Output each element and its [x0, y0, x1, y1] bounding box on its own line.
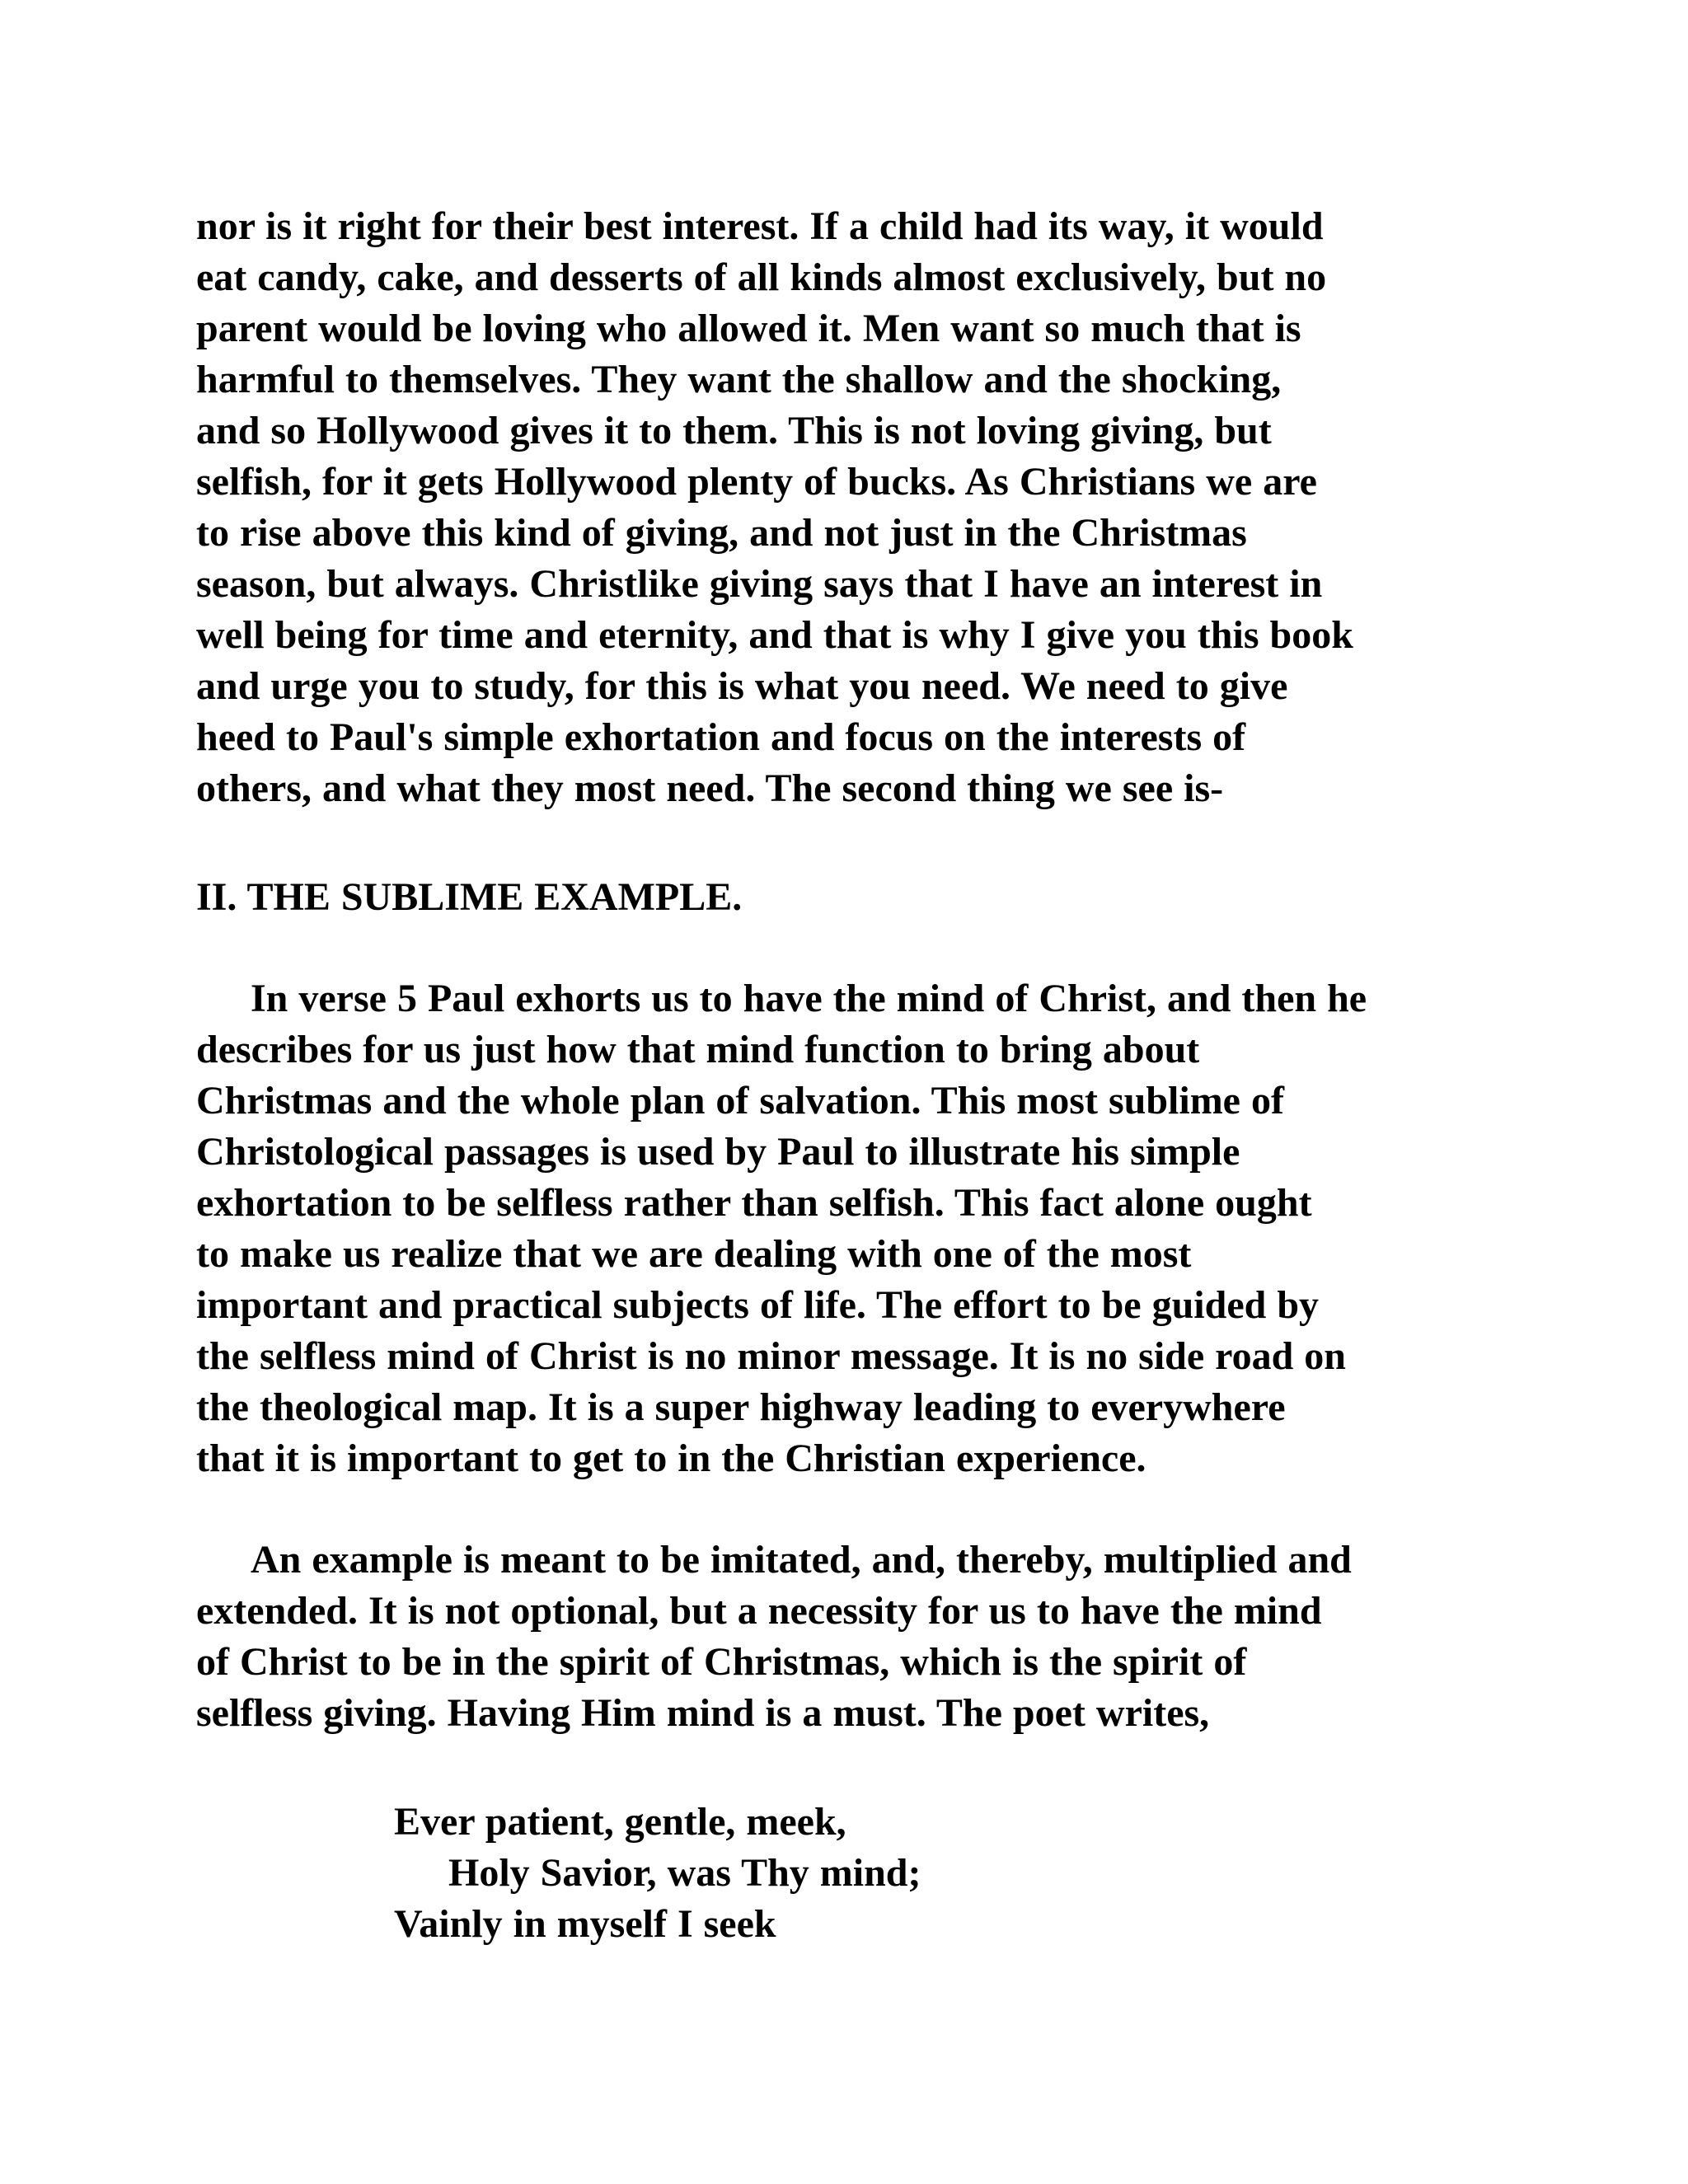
text-line: Christological passages is used by Paul to illustrate his simple	[196, 1130, 1240, 1174]
text-line: and so Hollywood gives it to them. This is not loving giving, but	[196, 409, 1272, 452]
text-line: harmful to themselves. They want the shallow and the shocking,	[196, 358, 1282, 401]
text-line: Christmas and the whole plan of salvation. This most sublime of	[196, 1079, 1284, 1122]
paragraph-giving	[196, 201, 1353, 814]
text-line: season, but always. Christlike giving says that I have an interest in	[196, 562, 1323, 606]
poem-line: Ever patient, gentle, meek,	[394, 1800, 846, 1844]
poem-line: Vainly in myself I seek	[394, 1902, 776, 1946]
text-line: the theological map. It is a super highway leading to everywhere	[196, 1385, 1286, 1429]
text-line: selfless giving. Having Him mind is a must. The poet writes,	[196, 1691, 1210, 1735]
text-line: heed to Paul's simple exhortation and focus on the interests of	[196, 715, 1246, 759]
section-heading	[196, 872, 742, 923]
text-line: parent would be loving who allowed it. Men want so much that is	[196, 307, 1301, 350]
text-line: nor is it right for their best interest. If a child had its way, it would	[196, 204, 1324, 248]
text-line: the selfless mind of Christ is no minor message. It is no side road on	[196, 1334, 1346, 1378]
text-line: An example is meant to be imitated, and, thereby, multiplied and	[251, 1538, 1352, 1582]
text-line: others, and what they most need. The second thing we see is-	[196, 766, 1224, 810]
text-line: important and practical subjects of life. The effort to be guided by	[196, 1283, 1320, 1327]
paragraph-sublime-example	[196, 973, 1367, 1484]
paragraph-imitation	[196, 1535, 1352, 1739]
poem-line: Holy Savior, was Thy mind;	[448, 1851, 921, 1895]
text-line: selfish, for it gets Hollywood plenty of bucks. As Christians we are	[196, 460, 1317, 504]
text-line: extended. It is not optional, but a necessity for us to have the mind	[196, 1589, 1322, 1633]
poem-quote	[394, 1797, 921, 1950]
text-line: well being for time and eternity, and that is why I give you this book	[196, 613, 1353, 657]
text-line: and urge you to study, for this is what you need. We need to give	[196, 664, 1288, 708]
heading-text: II. THE SUBLIME EXAMPLE.	[196, 875, 743, 919]
text-line: eat candy, cake, and desserts of all kinds almost exclusively, but no	[196, 255, 1327, 299]
text-line: to make us realize that we are dealing with one of the most	[196, 1232, 1192, 1276]
text-line: describes for us just how that mind function to bring about	[196, 1028, 1200, 1071]
text-line: of Christ to be in the spirit of Christmas, which is the spirit of	[196, 1640, 1247, 1684]
text-line: In verse 5 Paul exhorts us to have the mind of Christ, and then he	[251, 977, 1367, 1020]
text-line: to rise above this kind of giving, and not just in the Christmas	[196, 511, 1247, 555]
text-line: exhortation to be selfless rather than selfish. This fact alone ought	[196, 1181, 1312, 1225]
text-line: that it is important to get to in the Christian experience.	[196, 1436, 1146, 1480]
